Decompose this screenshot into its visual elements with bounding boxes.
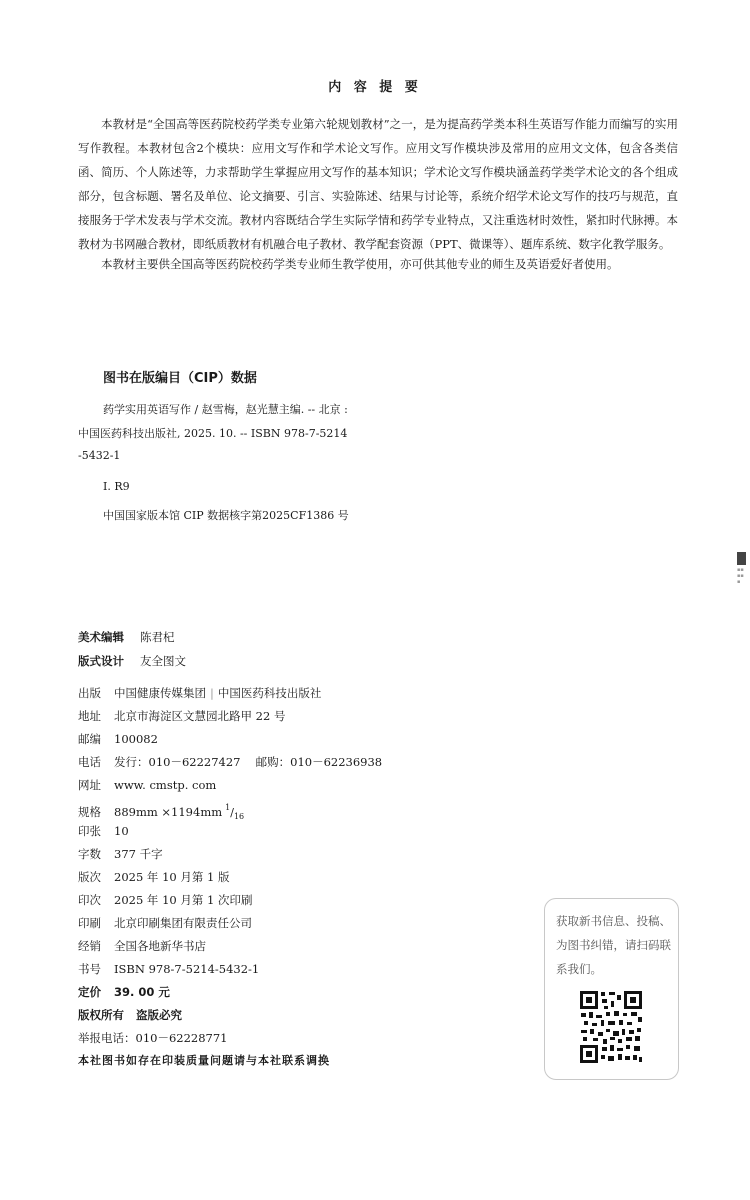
info-label: 出版 [78, 686, 101, 700]
side-mark: ▪▪ ▪▪ ▪ [737, 552, 747, 585]
publisher-press: 中国医药科技出版社 [217, 686, 322, 700]
edition-value: 2025 年 10 月第 1 版 [114, 870, 230, 884]
publisher-group: 中国健康传媒集团 [114, 686, 206, 700]
website-value: www. cmstp. com [114, 778, 217, 792]
info-label: 印张 [78, 824, 101, 838]
address-value: 北京市海淀区文慧园北路甲 22 号 [114, 709, 286, 723]
qr-contact-box [544, 898, 679, 1080]
info-label: 字数 [78, 847, 101, 861]
summary-paragraph: 本教材主要供全国高等医药院校药学类专业师生教学使用，亦可供其他专业的师生及英语爱好者使用。 [101, 257, 619, 271]
info-label: 印刷 [78, 916, 101, 930]
printing-value: 2025 年 10 月第 1 次印刷 [114, 893, 253, 907]
info-row-edition [78, 866, 230, 888]
sheets-value: 10 [114, 824, 129, 838]
info-row-copyright [78, 1004, 182, 1026]
info-label: 邮编 [78, 732, 101, 746]
layout-designer-value: 友全图文 [140, 654, 186, 668]
copyright-label: 版权所有 [78, 1008, 124, 1022]
info-row-price [78, 981, 170, 1003]
printer-value: 北京印刷集团有限责任公司 [114, 916, 252, 930]
info-row-report [78, 1027, 227, 1049]
words-value: 377 千字 [114, 847, 163, 861]
info-row-spec: 规格 889mm ×1194mm $^1/_{16}$ [78, 803, 245, 821]
info-row-printing [78, 889, 253, 911]
quality-notice: 本社图书如存在印装质量问题请与本社联系调换 [78, 1054, 330, 1067]
layout-designer-row [78, 650, 186, 669]
copyright-value: 盗版必究 [136, 1008, 182, 1022]
info-row-words [78, 843, 163, 865]
info-label: 定价 [78, 985, 101, 999]
cip-record: 中国国家版本馆 CIP 数据核字第2025CF1386 号 [103, 509, 349, 522]
phone-value: 发行：010－62227427 邮购：010－62236938 [114, 755, 383, 769]
isbn-value: ISBN 978-7-5214-5432-1 [114, 962, 260, 976]
cip-line: -5432-1 [78, 449, 121, 462]
layout-designer-label: 版式设计 [78, 654, 124, 668]
info-row-website [78, 774, 216, 796]
summary-paragraph: 本教材是“全国高等医药院校药学类专业第六轮规划教材”之一，是为提高药学类本科生英语写作能力而编写的实用写作教程。本教材包含2个模块：应用文写作和学术论文写作。应用文写作模块涉及常用的应用文文体，包含各类信函、简历、个人陈述等，力求帮助学生掌握应用文写作的基本知识；学术论文写作模块涵盖药学类学术论文的各个组成部分，包含标题、署名及单位、论文摘要、引言、实验陈述、结果与讨论等，系统介绍学术论文写作的技巧与规范，直接服务于学术发表与学术交流。教材内容既结合学生实际学情和药学专业特点，又注重选材时效性，紧扣时代脉搏。本教材为书网融合教材，即纸质教材有机融合电子教材、教学配套资源（PPT、微课等）、题库系统、数字化教学服务。 [78, 117, 678, 251]
info-label: 规格 [78, 805, 101, 819]
info-label: 地址 [78, 709, 101, 723]
info-label: 印次 [78, 893, 101, 907]
cip-heading: 图书在版编目（CIP）数据 [103, 371, 257, 386]
info-label: 网址 [78, 778, 101, 792]
summary-title: 内 容 提 要 [328, 80, 422, 95]
info-row-publisher [78, 682, 321, 704]
info-label: 电话 [78, 755, 101, 769]
info-row-isbn [78, 958, 259, 980]
price-value: 39. 00 元 [114, 985, 170, 999]
info-label: 书号 [78, 962, 101, 976]
art-editor-label: 美术编辑 [78, 630, 124, 644]
info-row-address [78, 705, 285, 727]
postcode-value: 100082 [114, 732, 158, 746]
info-row-distributor [78, 935, 206, 957]
info-label: 版次 [78, 870, 101, 884]
art-editor-value: 陈君杞 [140, 630, 175, 644]
publisher-divider: | [210, 686, 214, 700]
report-phone: 举报电话：010－62228771 [78, 1031, 228, 1045]
info-row-postcode [78, 728, 158, 750]
distributor-value: 全国各地新华书店 [114, 939, 206, 953]
qr-caption: 获取新书信息、投稿、为图书纠错，请扫码联系我们。 [556, 914, 671, 976]
cip-classification: Ⅰ. R9 [103, 480, 130, 493]
art-editor-row [78, 626, 175, 645]
spec-value: 889mm ×1194mm [114, 805, 223, 819]
info-row-printer [78, 912, 252, 934]
qr-code-icon[interactable] [579, 990, 643, 1064]
info-row-sheets [78, 820, 129, 842]
info-row-phone [78, 751, 382, 773]
cip-line: 药学实用英语写作 / 赵雪梅，赵光慧主编. -- 北京 : [103, 403, 348, 416]
cip-line: 中国医药科技出版社, 2025. 10. -- ISBN 978-7-5214 [78, 427, 348, 440]
spec-fraction-denominator: 16 [233, 812, 245, 821]
info-label: 经销 [78, 939, 101, 953]
spec-fraction-numerator: 1 [225, 803, 231, 812]
